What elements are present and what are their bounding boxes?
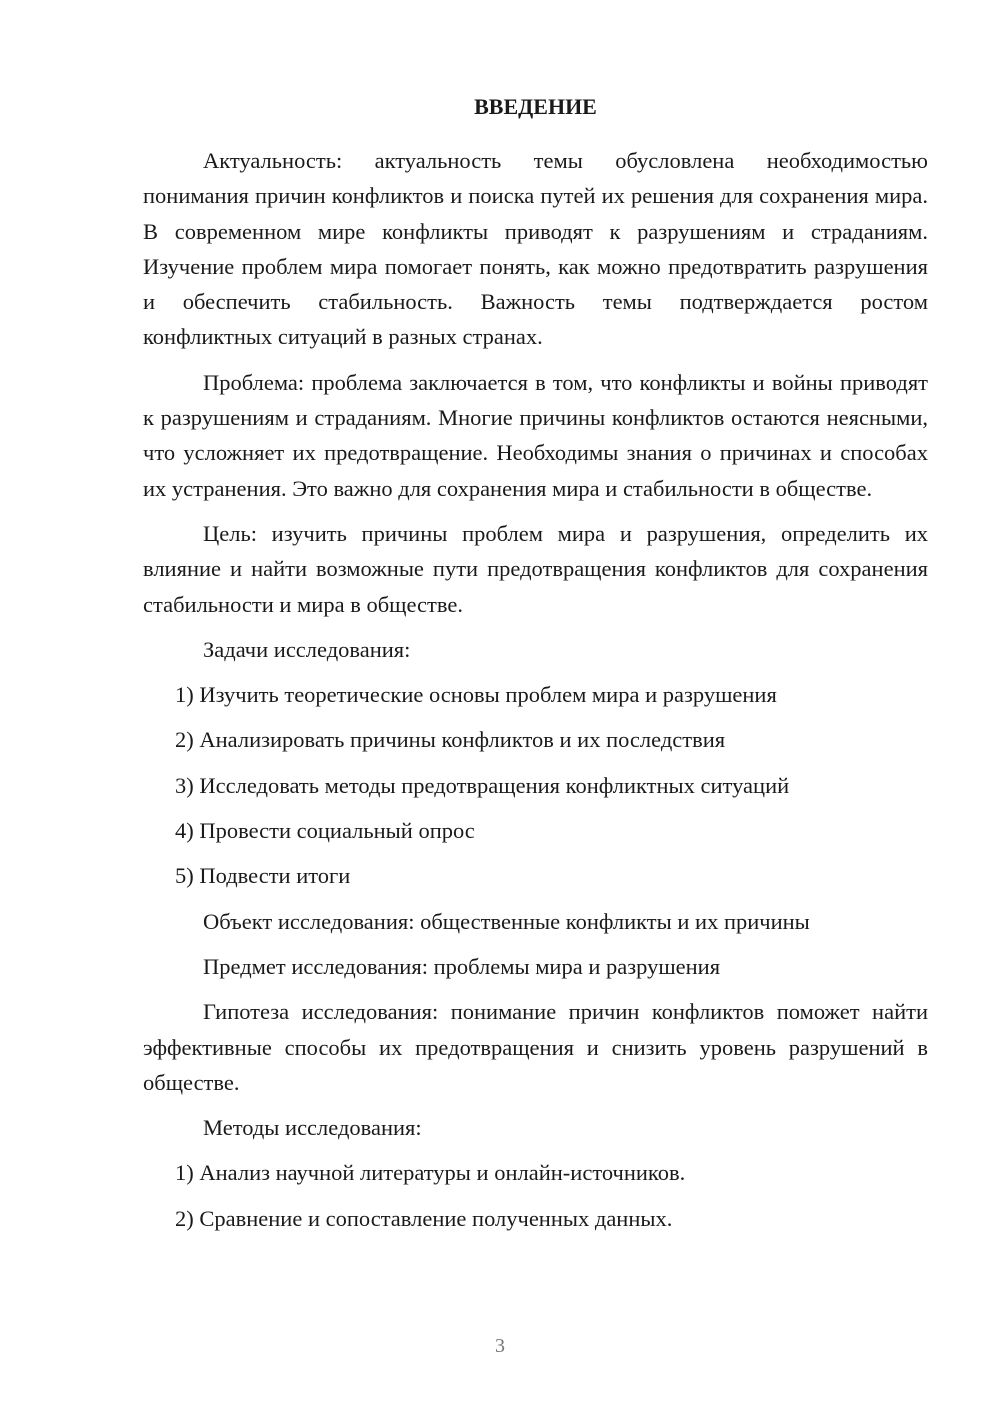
research-object: Объект исследования: общественные конфликты и их причины xyxy=(203,908,810,934)
page-number: 3 xyxy=(495,1335,505,1357)
document-page xyxy=(143,92,928,1246)
list-item: 2) Анализировать причины конфликтов и их последствия xyxy=(175,727,726,753)
problem-paragraph: Проблема: проблема заключается в том, что конфликты и войны приводят к разрушениям и страданиям. Многие причины конфликтов остаются неясными, что усложняет их предотвращение. Необходимы знания о причинах и способах их устранения. Это важно для сохранения мира и стабильности в обществе. xyxy=(143,369,928,501)
methods-list xyxy=(143,1155,928,1236)
list-item: 1) Изучить теоретические основы проблем мира и разрушения xyxy=(175,682,777,708)
tasks-heading: Задачи исследования: xyxy=(203,636,411,662)
list-item: 2) Сравнение и сопоставление полученных данных. xyxy=(175,1205,673,1231)
tasks-list xyxy=(143,677,928,893)
methods-heading: Методы исследования: xyxy=(203,1115,422,1141)
list-item: 1) Анализ научной литературы и онлайн-источников. xyxy=(175,1160,686,1186)
section-title: ВВЕДЕНИЕ xyxy=(474,94,597,119)
list-item: 4) Провести социальный опрос xyxy=(175,818,475,844)
list-item: 3) Исследовать методы предотвращения конфликтных ситуаций xyxy=(175,772,790,798)
relevance-paragraph: Актуальность: актуальность темы обусловлена необходимостью понимания причин конфликтов и поиска путей их решения для сохранения мира. В современном мире конфликты приводят к разрушениям и страданиям. Изучение проблем мира помогает понять, как можно предотвратить разрушения и обеспечить стабильность. Важность темы подтверждается ростом конфликтных ситуаций в разных странах. xyxy=(143,148,928,350)
research-subject: Предмет исследования: проблемы мира и разрушения xyxy=(203,953,721,979)
hypothesis-paragraph: Гипотеза исследования: понимание причин конфликтов поможет найти эффективные способы их предотвращения и снизить уровень разрушений в обществе. xyxy=(143,999,928,1095)
goal-paragraph: Цель: изучить причины проблем мира и разрушения, определить их влияние и найти возможные пути предотвращения конфликтов для сохранения стабильности и мира в обществе. xyxy=(143,520,928,617)
list-item: 5) Подвести итоги xyxy=(175,863,351,889)
